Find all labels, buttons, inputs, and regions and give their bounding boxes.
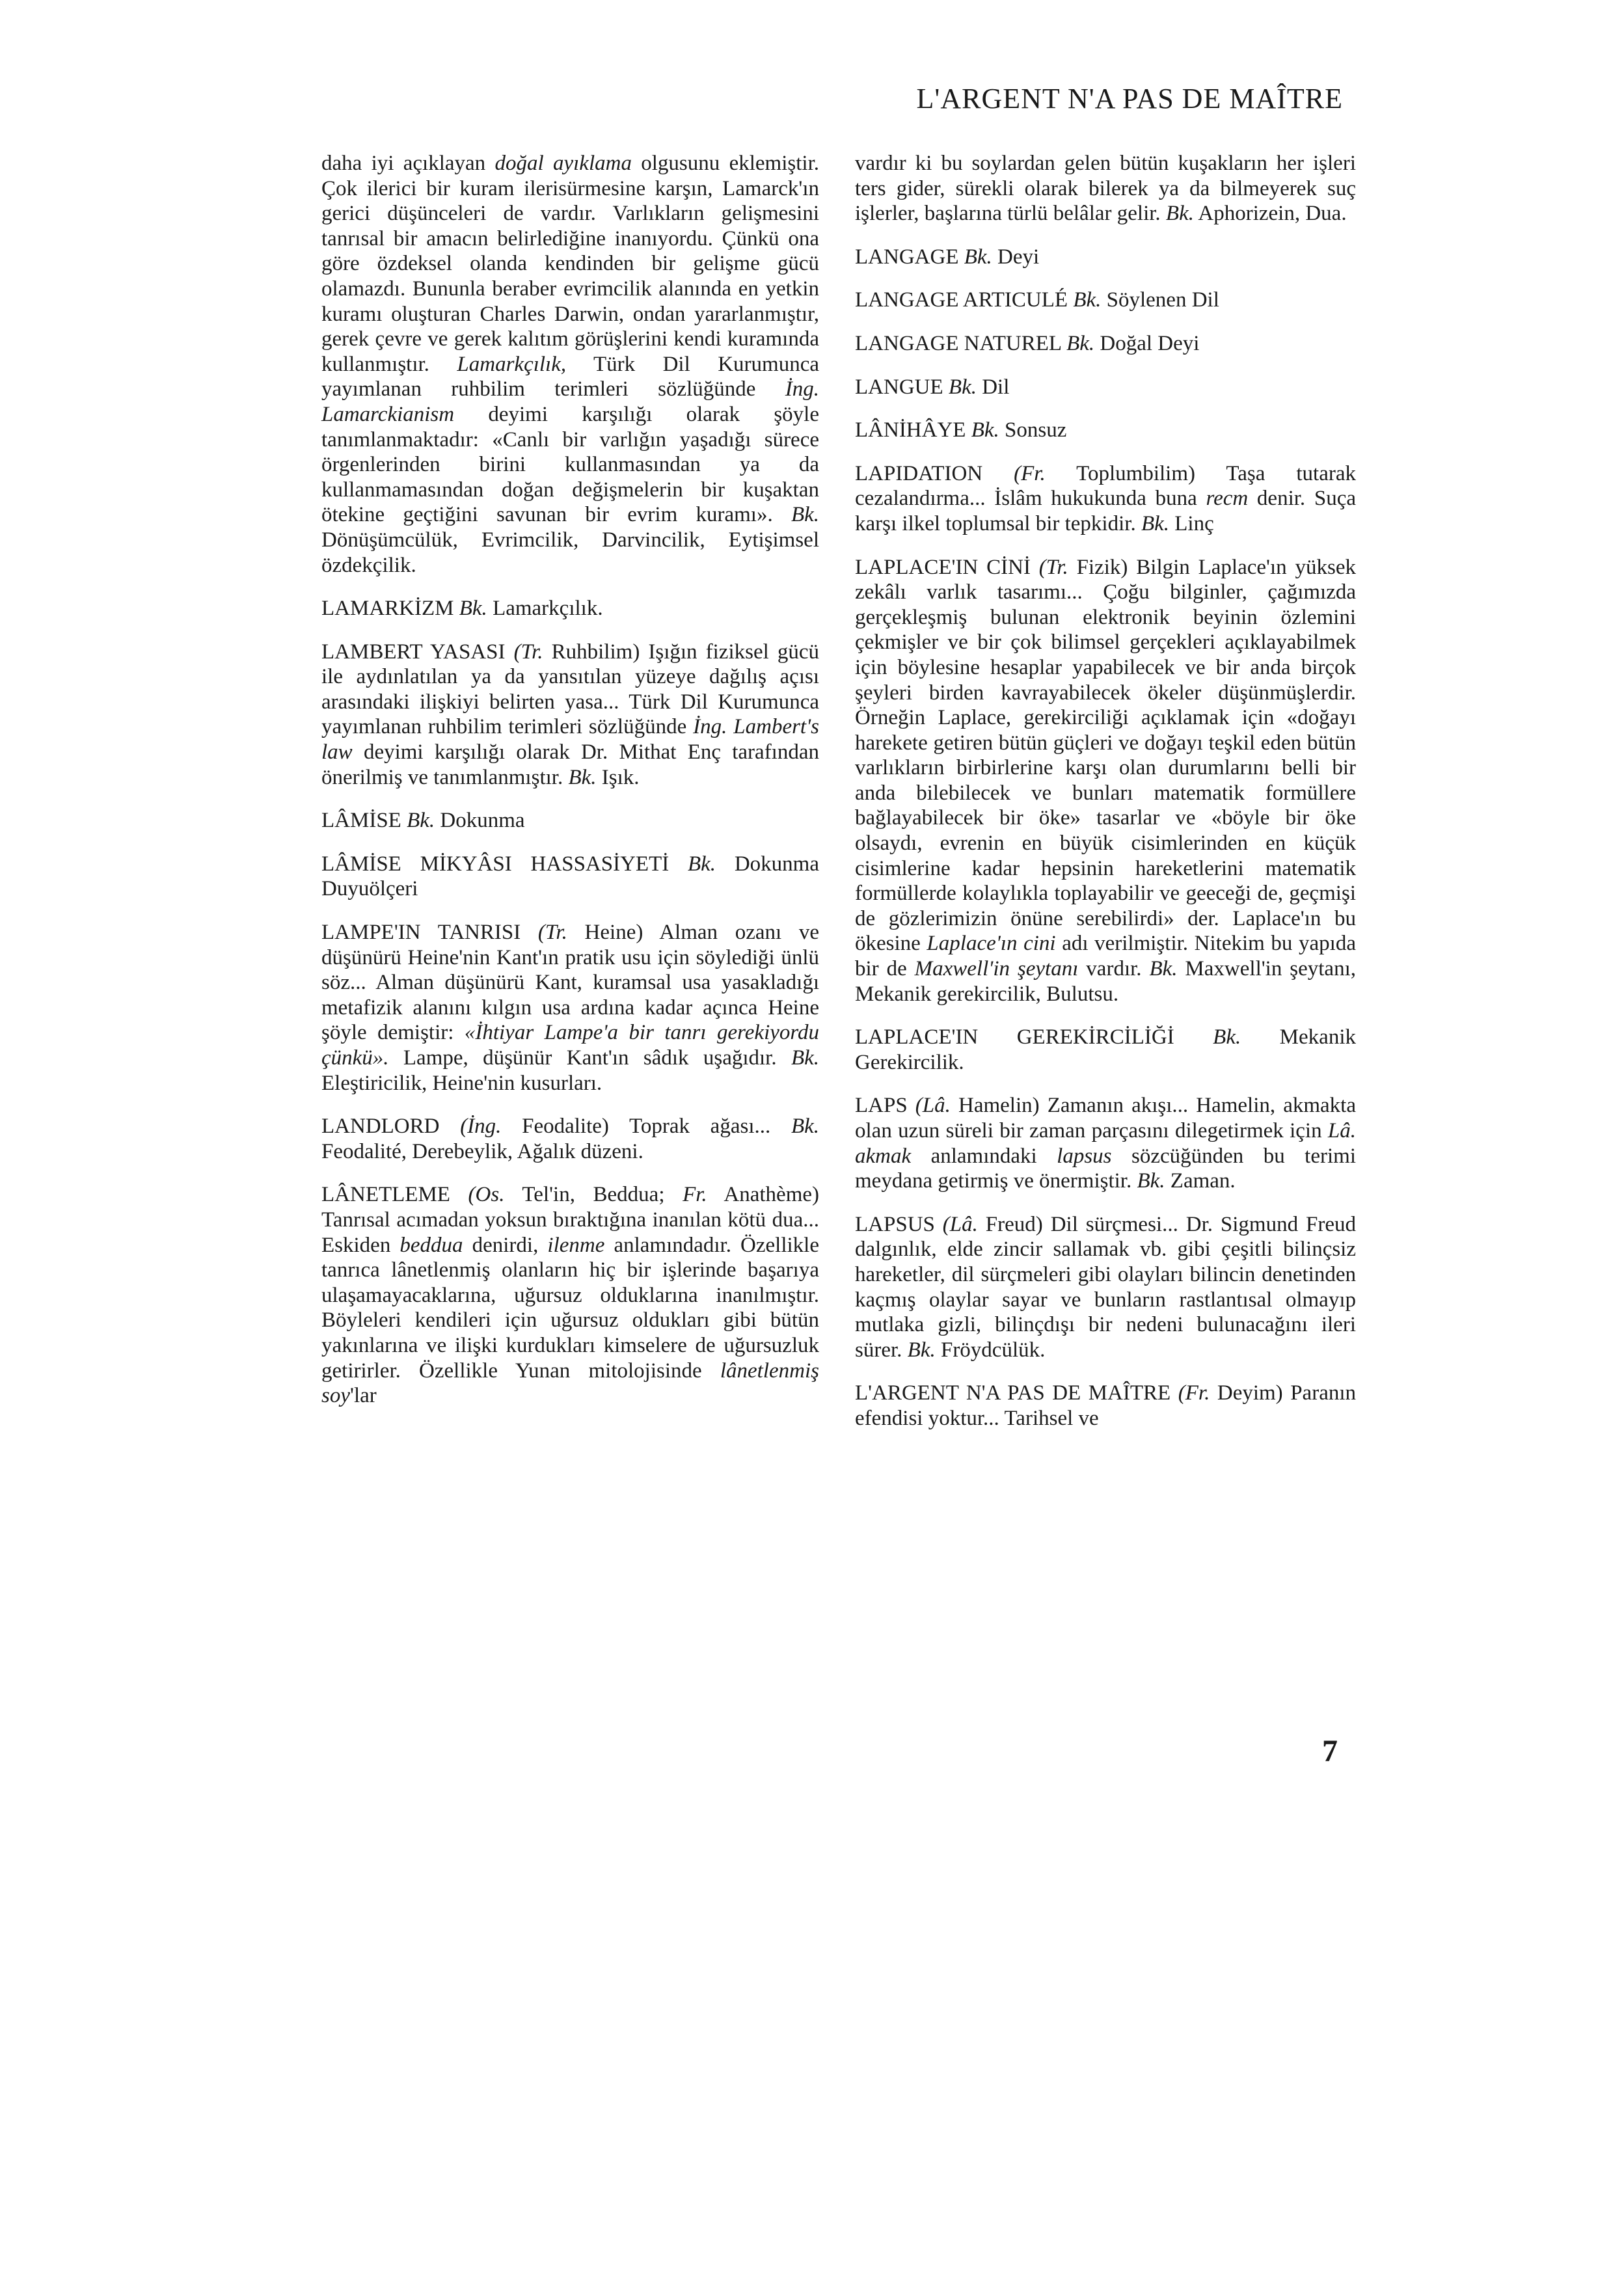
entry-langage xyxy=(855,245,1356,270)
italic-text: (İng. xyxy=(460,1115,502,1139)
italic-text: (Tr. xyxy=(513,640,543,664)
italic-text: Bk. xyxy=(971,418,999,442)
italic-text: Bk. xyxy=(568,765,597,789)
text: Eleştiricilik, Heine'nin kusurları. xyxy=(321,1071,602,1095)
text: Dil xyxy=(976,375,1010,399)
entry-lapidation xyxy=(855,461,1356,537)
entry-langage-naturel xyxy=(855,331,1356,357)
headword: LANDLORD xyxy=(321,1115,461,1139)
text: Zaman. xyxy=(1165,1169,1236,1193)
headword: L'ARGENT N'A PAS DE MAÎTRE xyxy=(855,1381,1178,1405)
italic-text: Bk. xyxy=(688,852,716,876)
italic-text: Bk. xyxy=(1137,1169,1165,1193)
italic-text: Bk. xyxy=(791,503,819,527)
entry-laplace-gerekirciligi xyxy=(855,1025,1356,1075)
headword: LANGAGE ARTICULÉ xyxy=(855,288,1074,312)
headword: LAPLACE'IN CİNİ xyxy=(855,555,1039,579)
text: deyimi karşılığı olarak şöyle tanımlanmaktadır: «Canlı bir varlığın yaşadığı sürece örgenlerinden birini kullanmasından ya da kullanmamasından doğan değişmelerin bir kuşaktan ötekine geçtiğini savunan bir evrim kuramı». xyxy=(321,402,819,527)
italic-text: İng. Lamarckianism xyxy=(321,377,819,426)
entry-langage-articule xyxy=(855,288,1356,313)
entry-lambert-yasasi xyxy=(321,640,819,791)
italic-text: Fr. xyxy=(683,1183,707,1207)
text: Anathème) Tanrısal acımadan yoksun bıraktığına inanılan kötü dua... Eskiden xyxy=(321,1183,819,1257)
italic-text: Laplace'ın cini xyxy=(927,932,1056,956)
text: Lamarkçılık. xyxy=(487,597,603,621)
text: Dokunma Duyuölçeri xyxy=(321,852,819,901)
entry-lamarkizm xyxy=(321,596,819,621)
text: daha iyi açıklayan xyxy=(321,152,495,175)
italic-text: (Lâ. xyxy=(915,1094,951,1118)
text: olgusunu eklemiştir. Çok ilerici bir kuram ilerisürmesine karşın, Lamarck'ın gerici düşünceleri de vardır. Varlıkların gelişmesini tanrısal bir amacın belirlediğine inanıyordu. Çünkü ona göre özdeksel olanda kendinden bir gelişme gücü olamazdı. Bununla beraber evrimcilik alanında en yetkin kuramı oluşturan Charles Darwin, ondan yararlanmıştır, gerek çevre ve gerek kalıtım görüşlerini kendi kuramında kullanmıştır. xyxy=(321,152,819,376)
italic-text: doğal ayıklama xyxy=(494,152,632,175)
text: Hamelin) Zamanın akışı... Hamelin, akmakta olan uzun süreli bir zaman parçasını dilegetirmek için xyxy=(855,1094,1356,1142)
italic-text: Lamarkçılık, xyxy=(457,352,567,376)
entry-laplace-in-cini xyxy=(855,555,1356,1007)
italic-text: (Os. xyxy=(468,1183,505,1207)
italic-text: lânetlenmiş soy xyxy=(321,1359,819,1408)
text: vardır ki bu soylardan gelen bütün kuşakların her işleri ters gider, sürekli olarak bilerek ya da bilmeyerek suç işlerler, başlarına türlü belâlar gelir. xyxy=(855,152,1356,226)
italic-text: (Lâ. xyxy=(942,1212,978,1236)
italic-text: (Fr. xyxy=(1014,461,1046,485)
entry-lanetleme xyxy=(321,1182,819,1408)
italic-text: Bk. xyxy=(1213,1025,1241,1049)
text: Dönüşümcülük, Evrimcilik, Darvincilik, Eytişimsel özdekçilik. xyxy=(321,528,819,577)
headword: LAPIDATION xyxy=(855,461,1014,485)
text: Linç xyxy=(1169,511,1214,535)
italic-text: Bk. xyxy=(964,245,992,269)
italic-text: (Tr. xyxy=(1038,555,1068,579)
headword: LAMBERT YASASI xyxy=(321,640,514,664)
headword: LAPS xyxy=(855,1094,915,1118)
page-number: 7 xyxy=(1322,1734,1338,1768)
headword: LAMARKİZM xyxy=(321,597,459,621)
entry-lampe-in-tanrisi xyxy=(321,920,819,1096)
text: Lampe, düşünür Kant'ın sâdık uşağıdır. xyxy=(388,1046,791,1070)
italic-text: «İhtiyar Lampe'a bir tanrı gerekiyordu çünkü». xyxy=(321,1021,819,1070)
text: Feodalité, Derebeylik, Ağalık düzeni. xyxy=(321,1139,643,1163)
italic-text: Bk. xyxy=(1141,511,1170,535)
entry-continuation xyxy=(855,151,1356,226)
entry-lamise-mikyasi xyxy=(321,852,819,902)
text: Işık. xyxy=(596,765,640,789)
text: Deyim) Paranın efendisi yoktur... Tarihsel ve xyxy=(855,1381,1357,1430)
italic-text: Bk. xyxy=(791,1115,819,1139)
entry-lamise xyxy=(321,808,819,833)
headword: LÂMİSE MİKYÂSI HASSASİYETİ xyxy=(321,852,688,876)
text: Türk Dil Kurumunca yayımlanan ruhbilim terimleri sözlüğünde xyxy=(321,352,819,401)
italic-text: Bk. xyxy=(1149,957,1178,981)
text: Heine) Alman ozanı ve düşünürü Heine'nin Kant'ın pratik usu için söylediği ünlü söz... Alman düşünürü Kant, kuramsal usa yasakladığı metafizik alanını kılgın usa ardına kadar açınca Heine şöyle demiştir: xyxy=(321,921,819,1045)
italic-text: ilenme xyxy=(547,1233,605,1257)
text: Fizik) Bilgin Laplace'ın yüksek zekâlı varlık tasarımı... Çoğu bilginler, çağımızda gerçekleşmiş bulunan elektronik beyinin özlemini çekmişler ve bir çok bilimsel gerçekleri açıklayabilmek için böylesine hesaplar yapabilecek ve bir anda birçok şeyleri birden kavrayabilecek ökeler düşünmüşlerdir. Örneğin Laplace, gerekirciliği açıklamak için «doğayı harekete getiren bütün güçleri ve doğayı teşkil eden bütün varlıkların birbirlerine karşı olan durumlarını belli bir anda bilebilecek ve bunları matematik formüllere bağlayabilecek bir öke» tasarlar ve «böyle bir öke olsaydı, evrenin en büyük cisimlerinden en küçük cisimlerine kadar hepsinin hareketlerini matematik formüllerde kolaylıkla toplayabilir ve geeceği de, geçmişi de gözlerimizin önüne serebilirdi» der. Laplace'ın bu ökesine xyxy=(855,555,1356,956)
text: 'lar xyxy=(350,1384,377,1408)
italic-text: beddua xyxy=(399,1233,463,1257)
text: anlamındadır. Özellikle tanrıca lânetlenmiş olanların hiç bir işlerinde başarıya ulaşamayacaklarına, uğursuz olduklarına inanılmıştır. Böyleleri kendileri için uğursuz oldukları gibi bütün yakınlarına ve ilişki kurdukları kimselere de uğursuzluk getirirler. Özellikle Yunan mitolojisinde xyxy=(321,1233,819,1383)
text: Sonsuz xyxy=(999,418,1067,442)
text: Fröydcülük. xyxy=(935,1338,1046,1362)
text: Deyi xyxy=(992,245,1040,269)
italic-text: Maxwell'in şeytanı xyxy=(914,957,1079,981)
italic-text: Bk. xyxy=(459,597,487,621)
italic-text: (Tr. xyxy=(537,921,567,945)
entry-lanihaye xyxy=(855,418,1356,443)
italic-text: Bk. xyxy=(407,809,435,833)
headword: LANGUE xyxy=(855,375,949,399)
italic-text: Bk. xyxy=(907,1338,936,1362)
headword: LANGAGE xyxy=(855,245,964,269)
text: Tel'in, Beddua; xyxy=(504,1183,683,1207)
text: Söylenen Dil xyxy=(1101,288,1219,312)
headword: LÂNİHÂYE xyxy=(855,418,971,442)
entry-lapsus xyxy=(855,1212,1356,1363)
text: denir. Suça karşı ilkel toplumsal bir tepkidir. xyxy=(855,487,1356,535)
headword: LÂNETLEME xyxy=(321,1183,468,1207)
italic-text: Bk. xyxy=(1066,331,1095,355)
text: Mekanik Gerekircilik. xyxy=(855,1025,1356,1074)
running-header: L'ARGENT N'A PAS DE MAÎTRE xyxy=(916,83,1343,115)
italic-text: lapsus xyxy=(1057,1144,1112,1168)
entry-landlord xyxy=(321,1114,819,1164)
text: vardır. xyxy=(1078,957,1150,981)
headword: LAPSUS xyxy=(855,1212,943,1236)
headword: LÂMİSE xyxy=(321,809,407,833)
text: deyimi karşılığı olarak Dr. Mithat Enç tarafından önerilmiş ve tanımlanmıştır. xyxy=(321,740,819,789)
text: Doğal Deyi xyxy=(1094,331,1200,355)
italic-text: Bk. xyxy=(1073,288,1102,312)
text: Aphorizein, Dua. xyxy=(1193,202,1347,226)
italic-text: Bk. xyxy=(1165,202,1194,226)
italic-text: recm xyxy=(1206,487,1249,511)
text: Maxwell'in şeytanı, Mekanik gerekircilik, Bulutsu. xyxy=(855,957,1356,1006)
headword: LANGAGE NATUREL xyxy=(855,331,1067,355)
text: Feodalite) Toprak ağası... xyxy=(501,1115,791,1139)
text: Freud) Dil sürçmesi... Dr. Sigmund Freud dalgınlık, elde zincir sallamak vb. gibi çeşitli bilinçsiz hareketler, dil sürçmeleri gibi olayları bilincin denetinden kaçmış olaylar sayar ve bunların rastlantısal olmayıp mutlaka gizli, bilinçdışı bir nedeni bulunacağını ileri sürer. xyxy=(855,1212,1356,1362)
italic-text: İng. Lambert's law xyxy=(321,715,820,764)
right-column xyxy=(855,151,1356,1450)
italic-text: Bk. xyxy=(791,1046,819,1070)
text: Ruhbilim) Işığın fiziksel gücü ile aydınlatılan ya da yansıtılan yüzeye dağılış açısı arasındaki ilişkiyi belirten yasa... Türk Dil Kurumunca yayımlanan ruhbilim terimleri sözlüğünde xyxy=(321,640,820,739)
italic-text: (Fr. xyxy=(1178,1381,1210,1405)
text: adı verilmiştir. Nitekim bu yapıda bir de xyxy=(855,932,1356,981)
left-column xyxy=(321,151,819,1427)
text: Toplumbilim) Taşa tutarak cezalandırma... İslâm hukukunda buna xyxy=(855,461,1356,511)
text: anlamındaki xyxy=(911,1144,1057,1168)
italic-text: Bk. xyxy=(948,375,977,399)
entry-continuation xyxy=(321,151,819,578)
text: sözcüğünden bu terimi meydana getirmiş ve önermiştir. xyxy=(855,1144,1356,1193)
entry-langue xyxy=(855,375,1356,400)
text: denirdi, xyxy=(463,1233,548,1257)
headword: LAPLACE'IN GEREKİRCİLİĞİ xyxy=(855,1025,1213,1049)
entry-largent xyxy=(855,1381,1356,1431)
italic-text: Lâ. akmak xyxy=(855,1119,1356,1168)
entry-laps xyxy=(855,1093,1356,1193)
headword: LAMPE'IN TANRISI xyxy=(321,921,538,945)
text: Dokunma xyxy=(435,809,525,833)
